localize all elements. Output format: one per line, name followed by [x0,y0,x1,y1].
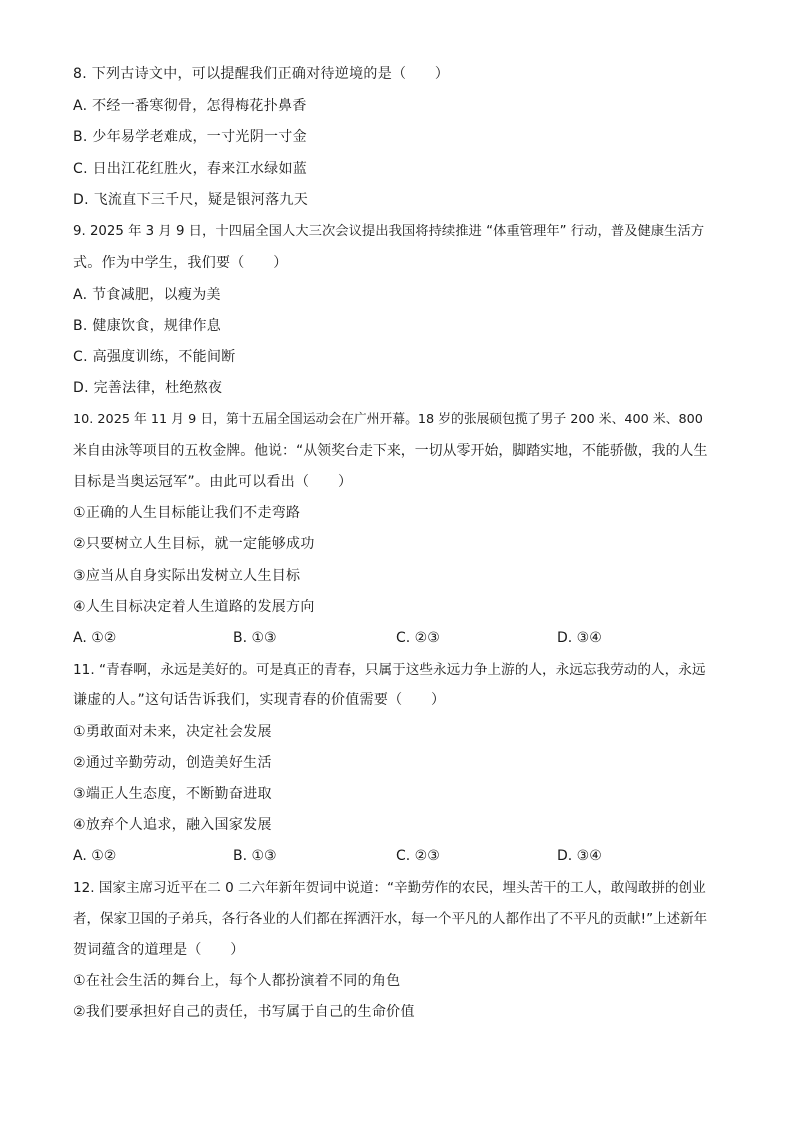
question-10-statement-2: ②只要树立人生目标，就一定能够成功 [73,536,315,552]
question-11-choice-c: C. ②③ [396,848,440,864]
question-11-statement-4: ④放弃个人追求，融入国家发展 [73,817,272,833]
question-10-choice-a: A. ①② [73,630,117,646]
question-8-option-b: B. 少年易学老难成，一寸光阴一寸金 [73,129,307,145]
question-12-statement-2: ②我们要承担好自己的责任，书写属于自己的生命价值 [73,1004,415,1020]
question-8-option-c: C. 日出江花红胜火，春来江水绿如蓝 [73,161,308,177]
question-10-statement-3: ③应当从自身实际出发树立人生目标 [73,568,301,584]
question-9-option-d: D. 完善法律，杜绝熬夜 [73,380,223,396]
question-10-choice-c: C. ②③ [396,630,440,646]
question-8-option-a: A. 不经一番寒彻骨，怎得梅花扑鼻香 [73,98,307,114]
question-8-stem: 8. 下列古诗文中，可以提醒我们正确对待逆境的是（ ） [73,66,450,82]
question-11-choice-d: D. ③④ [557,848,602,864]
question-9-option-a: A. 节食减肥，以瘦为美 [73,287,221,303]
question-10-stem-line-1: 10. 2025 年 11 月 9 日，第十五届全国运动会在广州开幕。18 岁的张展硕包揽了男子 200 米、400 米、800 [73,412,703,427]
question-10-stem-line-2: 米自由泳等项目的五枚金牌。他说：“从领奖台走下来，一切从零开始，脚踏实地，不能骄傲，我的人生 [73,443,708,459]
question-12-statement-1: ①在社会生活的舞台上，每个人都扮演着不同的角色 [73,973,401,989]
question-11-choice-b: B. ①③ [233,848,277,864]
question-11-statement-2: ②通过辛勤劳动，创造美好生活 [73,755,272,771]
question-10-stem-line-3: 目标是当奥运冠军”。由此可以看出（ ） [73,474,353,490]
question-11-statement-1: ①勇敢面对未来，决定社会发展 [73,724,272,740]
question-11-stem-line-1: 11. “青春啊，永远是美好的。可是真正的青春，只属于这些永远力争上游的人，永远忘我劳动的人，永远 [73,662,706,678]
question-12-stem-line-3: 贺词蕴含的道理是（ ） [73,942,245,958]
question-12-stem-line-1: 12. 国家主席习近平在二 0 二六年新年贺词中说道：“辛勤劳作的农民，埋头苦干的工人，敢闯敢拼的创业 [73,880,706,896]
question-9-option-c: C. 高强度训练，不能间断 [73,349,236,365]
question-9-option-b: B. 健康饮食，规律作息 [73,318,222,334]
question-9-stem-line-1: 9. 2025 年 3 月 9 日，十四届全国人大三次会议提出我国将持续推进 “体重管理年” 行动，普及健康生活方 [73,224,705,239]
question-10-statement-1: ①正确的人生目标能让我们不走弯路 [73,505,301,521]
question-10-statement-4: ④人生目标决定着人生道路的发展方向 [73,599,315,615]
question-11-stem-line-2: 谦虚的人。”这句话告诉我们，实现青春的价值需要（ ） [73,692,446,708]
question-10-choice-d: D. ③④ [557,630,602,646]
question-10-choice-b: B. ①③ [233,630,277,646]
question-12-stem-line-2: 者，保家卫国的子弟兵，各行各业的人们都在挥洒汗水，每一个平凡的人都作出了不平凡的贡献!”上述新年 [73,911,708,927]
question-8-option-d: D. 飞流直下三千尺，疑是银河落九天 [73,192,309,208]
question-11-choice-a: A. ①② [73,848,117,864]
question-9-stem-line-2: 式。作为中学生，我们要（ ） [73,255,288,271]
question-11-statement-3: ③端正人生态度，不断勤奋进取 [73,786,272,802]
